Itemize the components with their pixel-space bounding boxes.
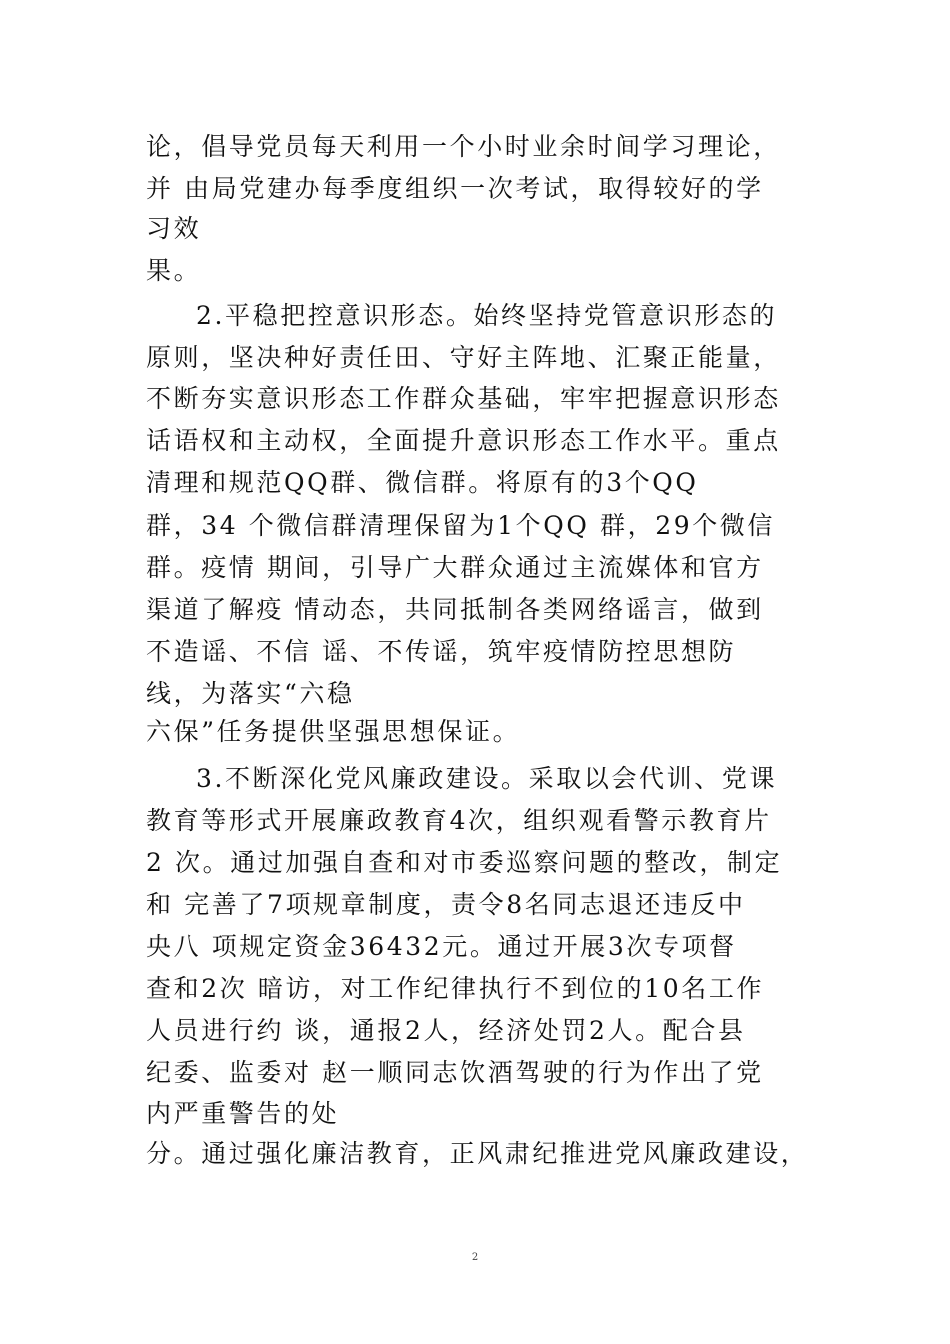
text-line: 查和2次 暗访，对工作纪律执行不到位的10名工作 [146, 974, 765, 1003]
text-line: 清理和规范QQ群、微信群。将原有的3个QQ [146, 468, 699, 497]
text-line: 不断夯实意识形态工作群众基础，牢牢把握意识形态 [146, 384, 781, 413]
text-line: 央八 项规定资金36432元。通过开展3次专项督 [146, 932, 737, 961]
text-line: 六保”任务提供坚强思想保证。 [146, 717, 521, 746]
text-line: 习效 [146, 214, 202, 243]
text-line: 群。疫情 期间，引导广大群众通过主流媒体和官方 [146, 553, 764, 582]
text-line: 不造谣、不信 谣、不传谣，筑牢疫情防控思想防 [146, 637, 737, 666]
text-line: 人员进行约 谈，通报2人，经济处罚2人。配合县 [146, 1016, 746, 1045]
text-line: 并 由局党建办每季度组织一次考试，取得较好的学 [146, 174, 764, 203]
text-line: 原则，坚决种好责任田、守好主阵地、汇聚正能量， [146, 343, 781, 372]
text-line: 2 次。通过加强自查和对市委巡察问题的整改，制定 [146, 848, 783, 877]
text-line: 果。 [146, 256, 202, 285]
text-line: 纪委、监委对 赵一顺同志饮酒驾驶的行为作出了党 [146, 1058, 764, 1087]
text-line: 分。通过强化廉洁教育，正风肃纪推进党风廉政建设， [146, 1139, 809, 1168]
text-line: 论，倡导党员每天利用一个小时业余时间学习理论， [146, 132, 781, 161]
text-line: 教育等形式开展廉政教育4次，组织观看警示教育片 [146, 806, 772, 835]
text-line: 群，34 个微信群清理保留为1个QQ 群，29个微信 [146, 511, 776, 540]
text-line: 3.不断深化党风廉政建设。采取以会代训、党课 [196, 764, 778, 793]
text-line: 内严重警告的处 [146, 1099, 340, 1128]
text-line: 话语权和主动权，全面提升意识形态工作水平。重点 [146, 426, 781, 455]
text-line: 渠道了解疫 情动态，共同抵制各类网络谣言，做到 [146, 595, 764, 624]
text-line: 2.平稳把控意识形态。始终坚持党管意识形态的 [196, 301, 778, 330]
text-line: 线，为落实“六稳 [146, 679, 355, 708]
page-number: 2 [471, 1252, 479, 1263]
text-line: 和 完善了7项规章制度，责令8名同志退还违反中 [146, 890, 746, 919]
